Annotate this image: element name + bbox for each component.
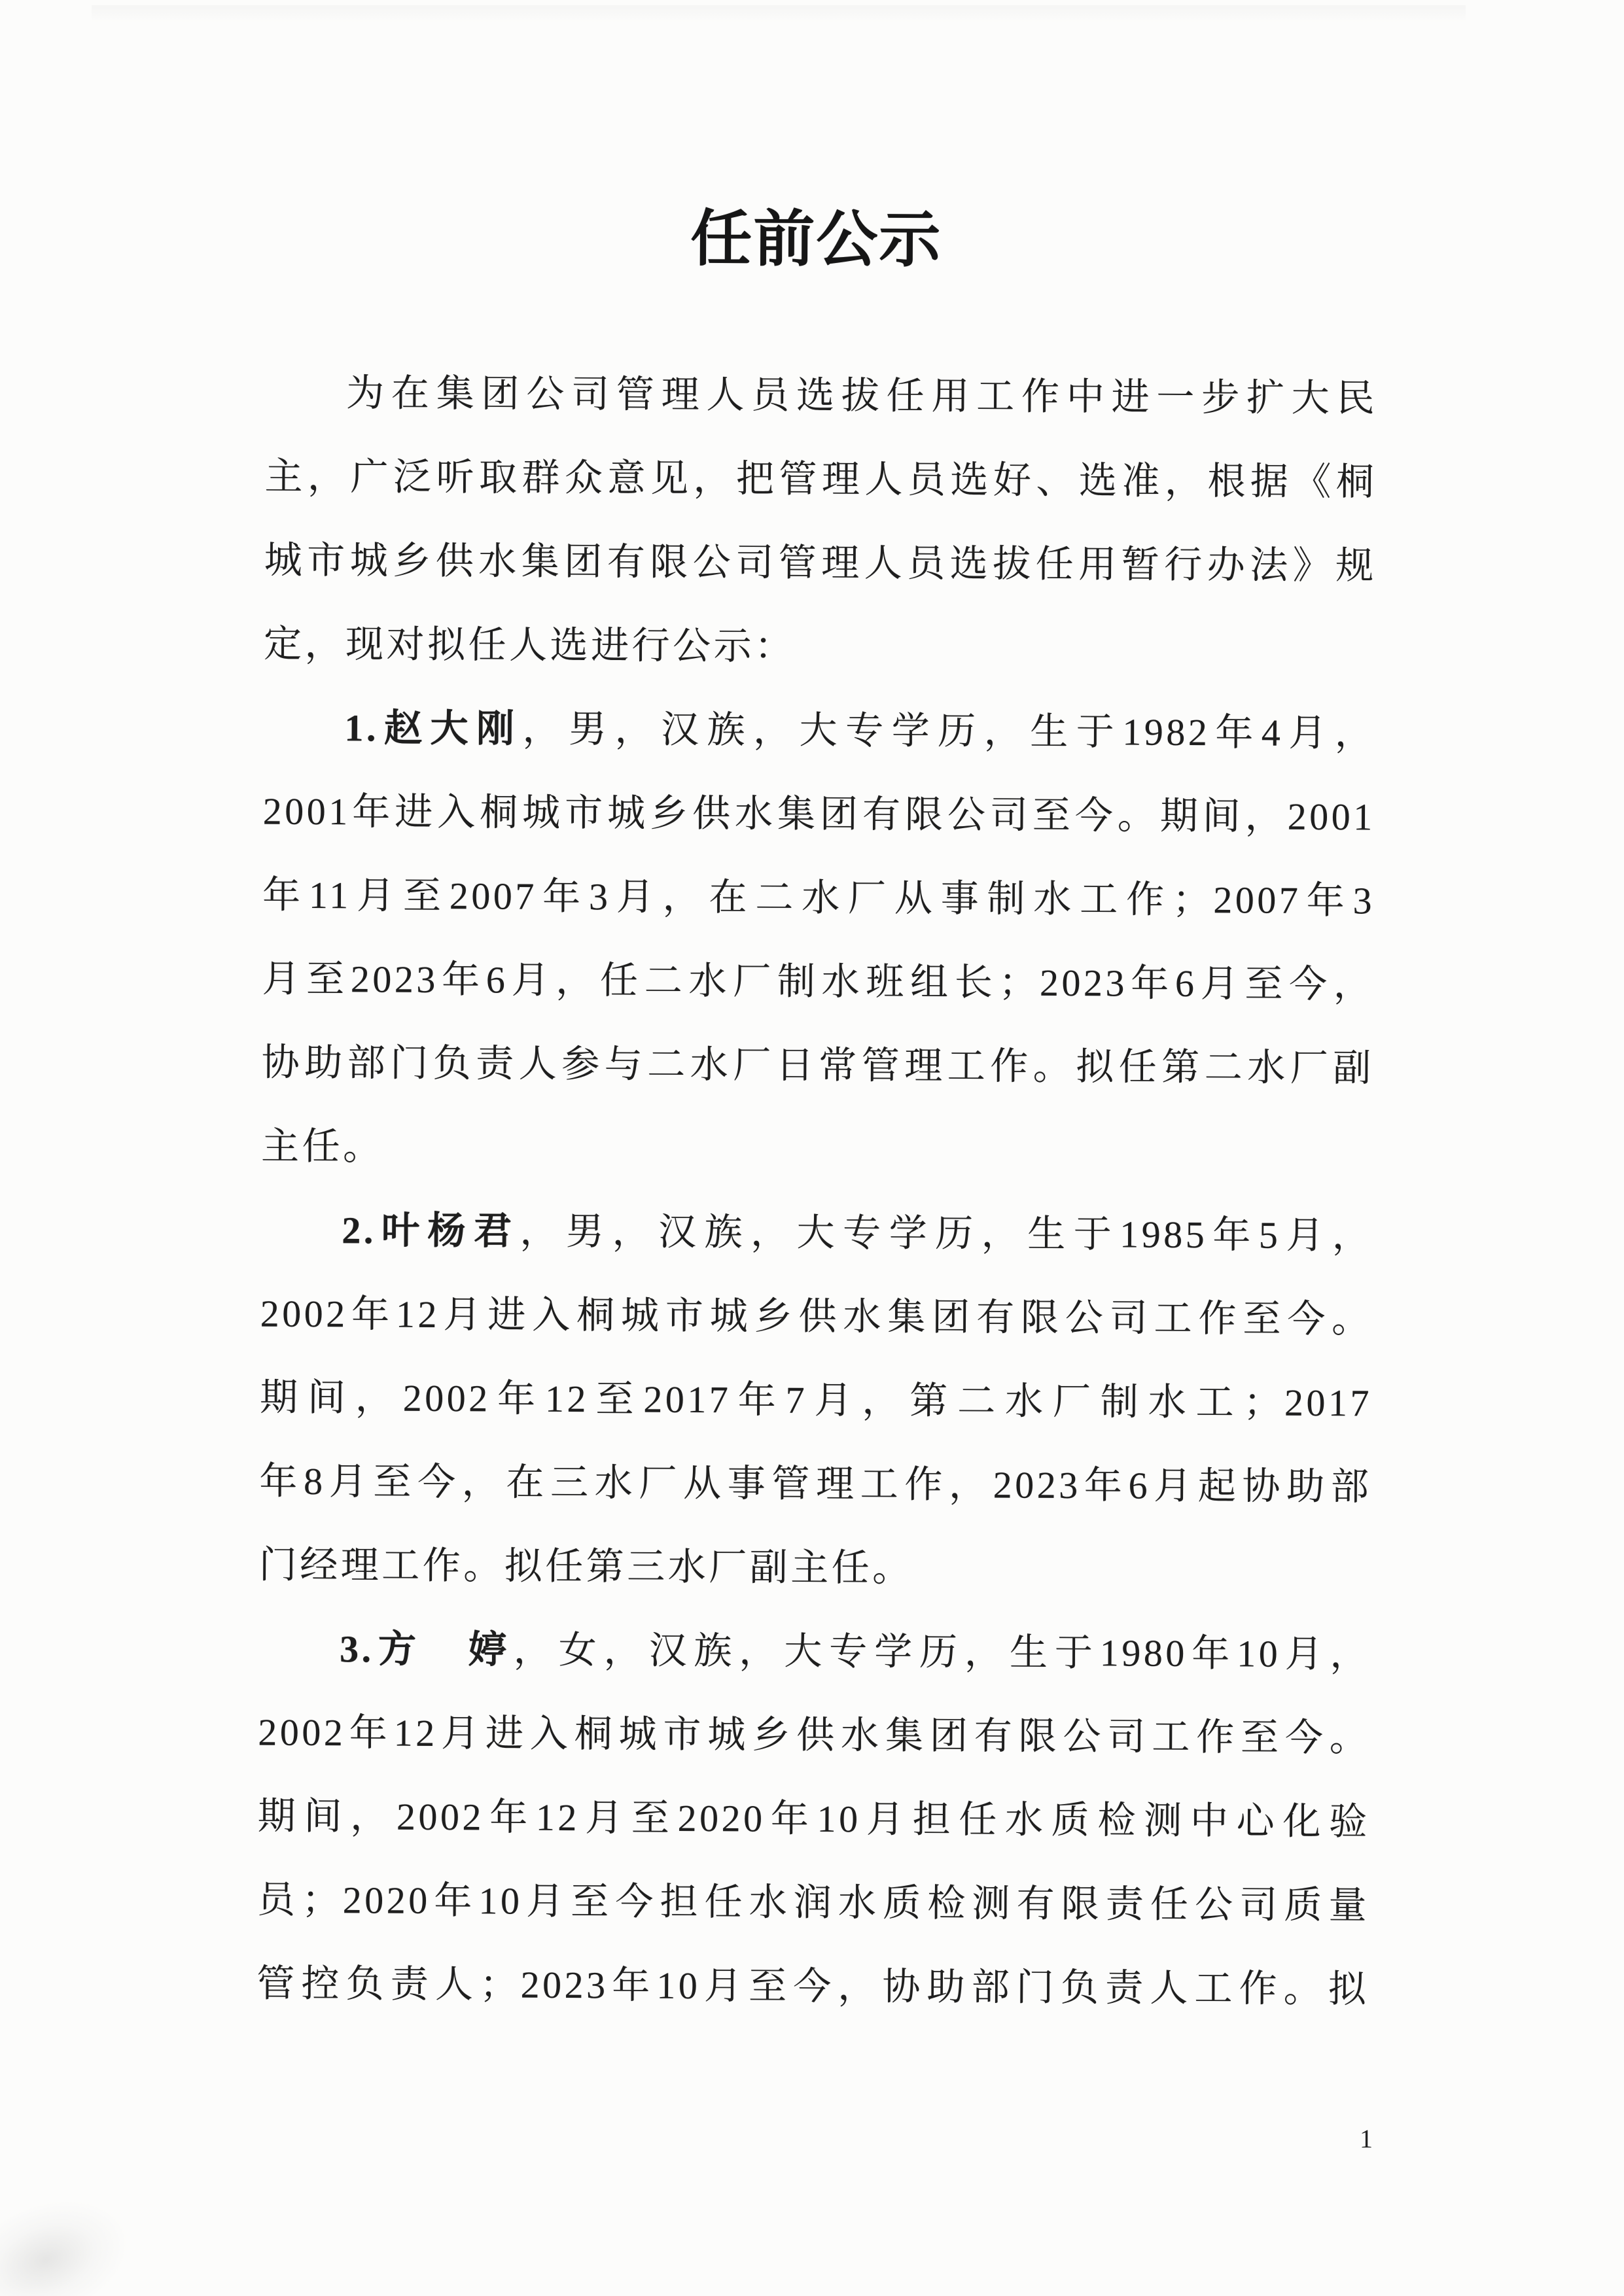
text-line [257,1775,1370,1864]
text-run: 2001年进入桐城市城乡供水集团有限公司至今。期间，2001 [262,790,1375,839]
text-line [259,1440,1372,1529]
text-line [264,602,1377,692]
person-name-bold: 2.叶杨君 [342,1209,520,1253]
person-name-bold: 1.赵大刚 [344,706,523,750]
text-line [258,1691,1371,1781]
text-run: ，男，汉族，大专学历，生于1982年4月， [522,707,1376,755]
text-run: 2002年12月进入桐城市城乡供水集团有限公司工作至今。 [260,1292,1373,1341]
page-number: 1 [1360,2124,1373,2153]
text-run: 为在集团公司管理人员选拔任用工作中进一步扩大民 [345,372,1378,420]
text-run: 期间，2002年12至2017年7月，第二水厂制水工；2017 [259,1376,1373,1425]
document-title: 任前公示 [690,205,942,275]
person-name-bold: 3.方 婷 [339,1627,514,1671]
text-run: 2002年12月进入桐城市城乡供水集团有限公司工作至今。 [258,1711,1371,1760]
document-body [256,351,1377,2032]
text-line [264,435,1377,525]
text-line [258,1523,1371,1613]
text-run: 员；2020年10月至今担任水润水质检测有限责任公司质量 [256,1878,1370,1927]
text-run: 城市城乡供水集团有限公司管理人员选拔任用暂行办法》规 [264,538,1377,587]
text-line [258,1607,1371,1697]
text-line [260,1189,1373,1278]
text-run: 期间，2002年12月至2020年10月担任水质检测中心化验 [257,1794,1370,1843]
text-line [263,686,1376,776]
text-line [260,1356,1373,1446]
text-run: 年8月至今，在三水厂从事管理工作，2023年6月起协助部 [259,1459,1372,1508]
text-run: 管控负责人；2023年10月至今，协助部门负责人工作。拟 [256,1962,1369,2011]
text-line [264,519,1377,608]
text-run: 定，现对拟任人选进行公示： [263,622,796,668]
text-run: 协助部门负责人参与二水厂日常管理工作。拟任第二水厂副 [261,1041,1374,1090]
text-line [261,1021,1374,1111]
text-run: 年11月至2007年3月，在二水厂从事制水工作；2007年3 [262,873,1375,922]
text-line [256,1942,1369,2032]
text-run: ，男，汉族，大专学历，生于1985年5月， [520,1209,1373,1257]
text-run: 月至2023年6月，任二水厂制水班组长；2023年6月至今， [262,957,1375,1006]
text-run: ，女，汉族，大专学历，生于1980年10月， [513,1628,1371,1676]
text-line [257,1858,1370,1948]
text-run: 主任。 [260,1124,384,1168]
text-line [265,351,1378,441]
text-run: 门经理工作。拟任第三水厂副主任。 [258,1543,913,1590]
text-line [262,937,1375,1027]
text-line [261,1105,1374,1194]
text-line [260,1272,1373,1362]
text-line [262,854,1375,943]
text-line [262,770,1375,860]
text-run: 主，广泛听取群众意见，把管理人员选好、选准，根据《桐 [264,455,1377,504]
